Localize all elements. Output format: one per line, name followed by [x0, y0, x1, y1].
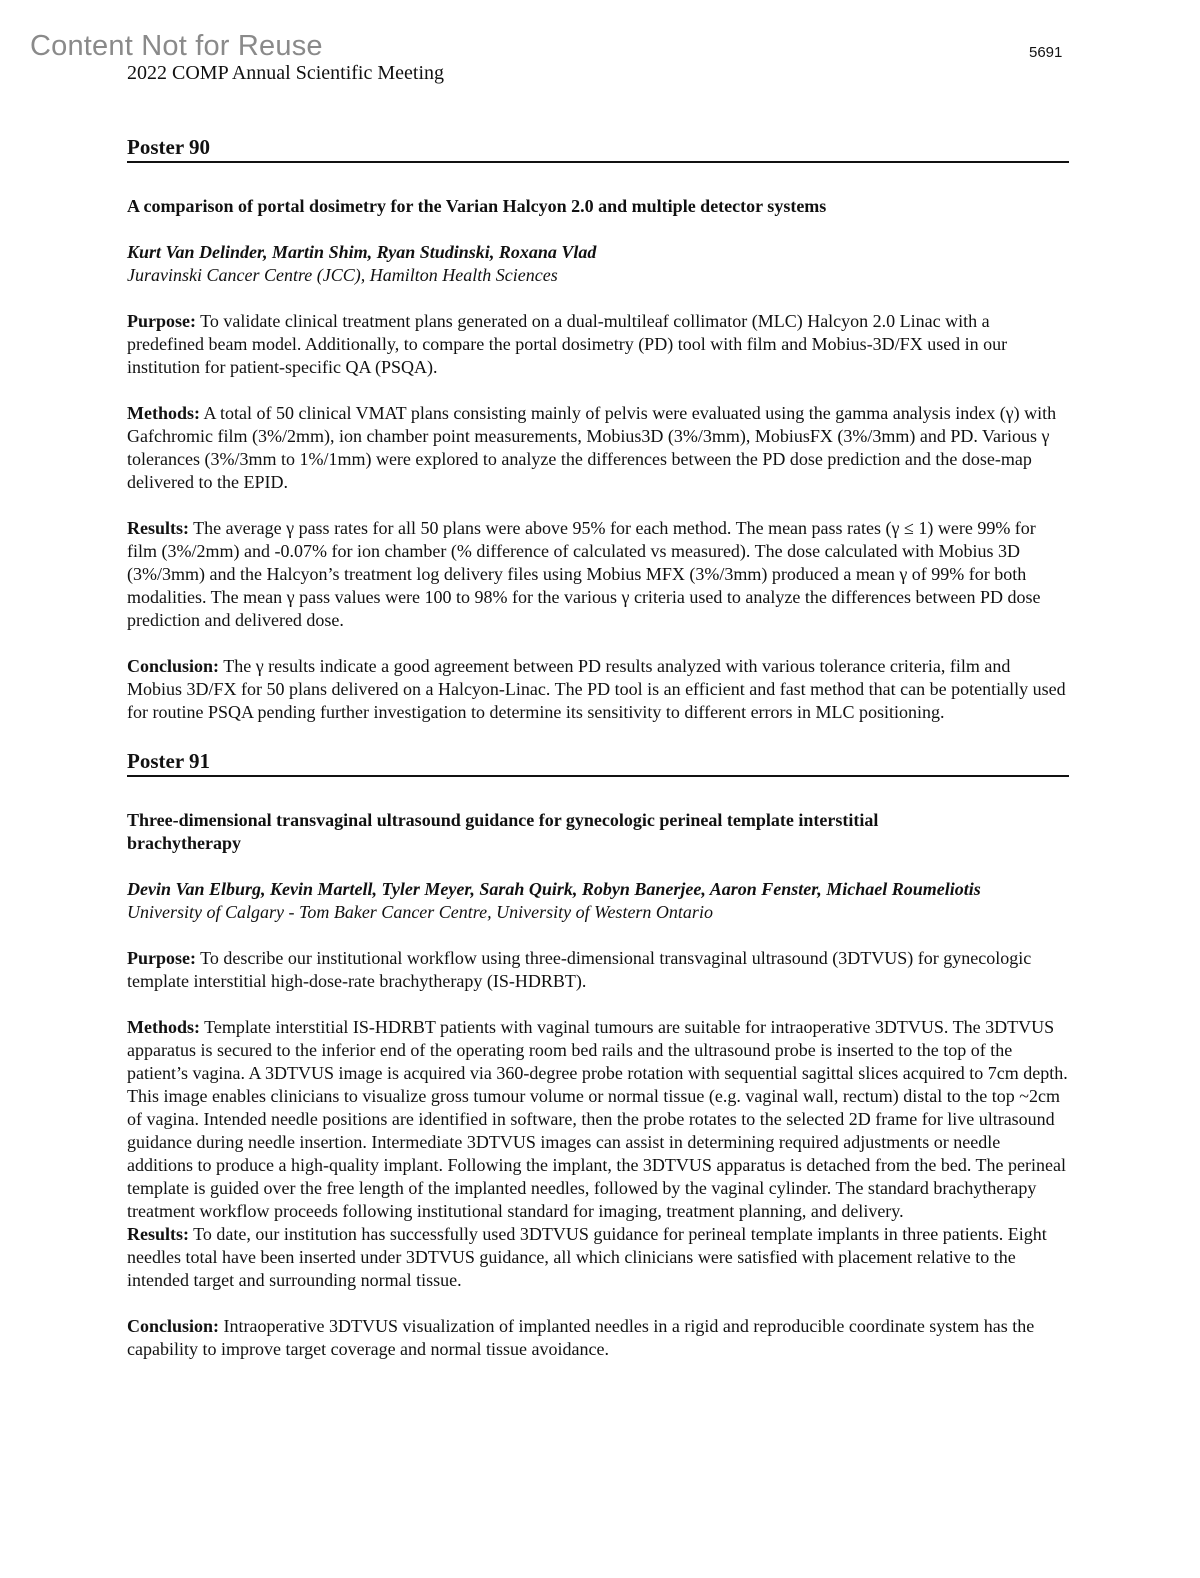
section-text: The average γ pass rates for all 50 plans were above 95% for each method. The mean pass rates (γ ≤ 1) were 99% for film (3%/2mm) and -0.07% for ion chamber (% difference of calculated vs measured). The dose calculated with Mobius 3D (3%/3mm) and the Halcyon’s treatment log delivery files using Mobius MFX (3%/3mm) produced a mean γ of 99% for both modalities. The mean γ pass values were 100 to 98% for the various γ criteria used to analyze the differences between PD dose prediction and delivered dose.	[127, 518, 1041, 630]
section-label: Methods:	[127, 1017, 200, 1037]
affiliation: Juravinski Cancer Centre (JCC), Hamilton Health Sciences	[127, 265, 558, 285]
section-label: Purpose:	[127, 311, 196, 331]
results-paragraph	[127, 1223, 1069, 1292]
section-text: Intraoperative 3DTVUS visualization of implanted needles in a rigid and reproducible coordinate system has the capability to improve target coverage and normal tissue avoidance.	[127, 1316, 1035, 1359]
purpose-paragraph	[127, 310, 1069, 379]
abstract-title: Three-dimensional transvaginal ultrasound guidance for gynecologic perineal template interstitial brachytherapy	[127, 810, 879, 853]
conclusion-paragraph	[127, 655, 1069, 724]
affiliation: University of Calgary - Tom Baker Cancer Centre, University of Western Ontario	[127, 902, 713, 922]
section-text: To date, our institution has successfully used 3DTVUS guidance for perineal template implants in three patients. Eight needles total have been inserted under 3DTVUS guidance, all which clinicians were satisfied with placement relative to the intended target and surrounding normal tissue.	[127, 1224, 1047, 1290]
poster-90	[127, 134, 1069, 724]
section-label: Purpose:	[127, 948, 196, 968]
poster-91	[127, 748, 1069, 1361]
section-text: To describe our institutional workflow using three-dimensional transvaginal ultrasound (3DTVUS) for gynecologic template interstitial high-dose-rate brachytherapy (IS-HDRBT).	[127, 948, 1032, 991]
conclusion-paragraph	[127, 1315, 1069, 1361]
section-label: Conclusion:	[127, 1316, 220, 1336]
methods-paragraph	[127, 402, 1069, 494]
purpose-paragraph	[127, 947, 1069, 993]
abstract-title: A comparison of portal dosimetry for the Varian Halcyon 2.0 and multiple detector systems	[127, 196, 827, 216]
poster-heading: Poster 90	[127, 134, 1069, 163]
section-text: To validate clinical treatment plans generated on a dual-multileaf collimator (MLC) Halcyon 2.0 Linac with a predefined beam model. Additionally, to compare the portal dosimetry (PD) tool with film and Mobius-3D/FX used in our institution for patient-specific QA (PSQA).	[127, 311, 1008, 377]
methods-paragraph	[127, 1016, 1069, 1223]
page-number: 5691	[1029, 44, 1063, 61]
section-label: Results:	[127, 1224, 189, 1244]
author-list: Kurt Van Delinder, Martin Shim, Ryan Studinski, Roxana Vlad	[127, 242, 597, 262]
author-list: Devin Van Elburg, Kevin Martell, Tyler Meyer, Sarah Quirk, Robyn Banerjee, Aaron Fenster, Michael Roumeliotis	[127, 879, 981, 899]
results-paragraph	[127, 517, 1069, 632]
section-text: Template interstitial IS-HDRBT patients with vaginal tumours are suitable for intraoperative 3DTVUS. The 3DTVUS apparatus is secured to the inferior end of the operating room bed rails and the ultrasound probe is inserted to the top of the patient’s vagina. A 3DTVUS image is acquired via 360-degree probe rotation with sequential sagittal slices acquired to 7cm depth. This image enables clinicians to visualize gross tumour volume or normal tissue (e.g. vaginal wall, rectum) distal to the top ~2cm of vagina. Intended needle positions are identified in software, then the probe rotates to the selected 2D frame for live ultrasound guidance during needle insertion. Intermediate 3DTVUS images can assist in determining required adjustments or needle additions to produce a high-quality implant. Following the implant, the 3DTVUS apparatus is detached from the bed. The perineal template is guided over the free length of the implanted needles, followed by the vaginal cylinder. The standard brachytherapy treatment workflow proceeds following institutional standard for imaging, treatment planning, and delivery.	[127, 1017, 1068, 1221]
section-label: Conclusion:	[127, 656, 220, 676]
section-label: Methods:	[127, 403, 200, 423]
page-content	[127, 134, 1069, 1361]
poster-heading: Poster 91	[127, 748, 1069, 777]
section-text: A total of 50 clinical VMAT plans consisting mainly of pelvis were evaluated using the gamma analysis index (γ) with Gafchromic film (3%/2mm), ion chamber point measurements, Mobius3D (3%/3mm), MobiusFX (3%/3mm) and PD. Various γ tolerances (3%/3mm to 1%/1mm) were explored to analyze the differences between the PD dose prediction and the dose-map delivered to the EPID.	[127, 403, 1057, 492]
meeting-title: 2022 COMP Annual Scientific Meeting	[127, 62, 445, 84]
watermark: Content Not for Reuse	[30, 30, 323, 62]
section-text: The γ results indicate a good agreement between PD results analyzed with various tolerance criteria, film and Mobius 3D/FX for 50 plans delivered on a Halcyon-Linac. The PD tool is an efficient and fast method that can be potentially used for routine PSQA pending further investigation to determine its sensitivity to different errors in MLC positioning.	[127, 656, 1066, 722]
section-label: Results:	[127, 518, 189, 538]
